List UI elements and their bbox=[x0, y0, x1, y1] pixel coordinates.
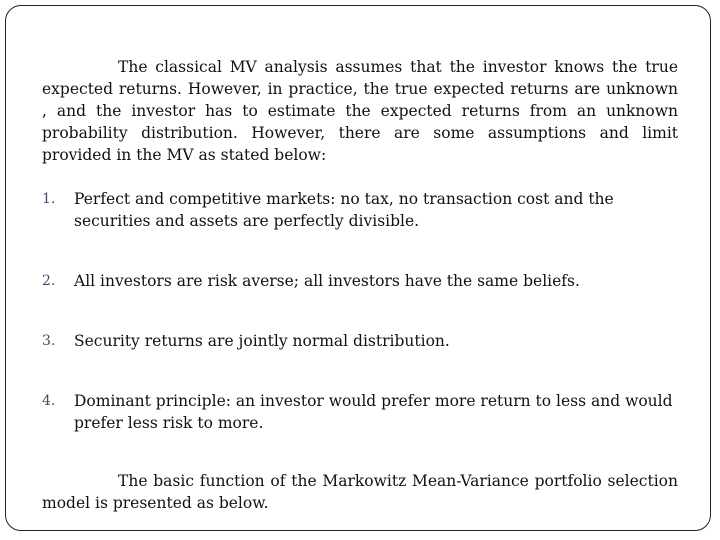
list-item bbox=[42, 330, 678, 352]
list-item-number: 2. bbox=[42, 273, 56, 289]
list-item-text: Security returns are jointly normal distribution. bbox=[74, 332, 450, 350]
list-item bbox=[42, 188, 678, 232]
assumptions-list bbox=[42, 188, 678, 434]
list-item-number: 3. bbox=[42, 333, 56, 349]
list-item bbox=[42, 390, 678, 434]
closing-paragraph: The basic function of the Markowitz Mean-Variance portfolio selection model is presented as below. bbox=[42, 472, 678, 512]
list-item-text: All investors are risk averse; all investors have the same beliefs. bbox=[74, 272, 580, 290]
slide-frame bbox=[5, 5, 711, 531]
intro-paragraph: The classical MV analysis assumes that the investor knows the true expected returns. However, in practice, the true expected returns are unknown , and the investor has to estimate the expected returns from an unknown probability distribution. However, there are some assumptions and limit provided in the MV as stated below: bbox=[42, 58, 678, 164]
list-item-number: 4. bbox=[42, 393, 56, 409]
slide-content bbox=[42, 56, 678, 514]
list-item-number: 1. bbox=[42, 191, 56, 207]
list-item-text: Perfect and competitive markets: no tax, no transaction cost and the securities and assets are perfectly divisible. bbox=[74, 190, 614, 230]
list-item bbox=[42, 270, 678, 292]
list-item-text: Dominant principle: an investor would prefer more return to less and would prefer less risk to more. bbox=[74, 392, 673, 432]
